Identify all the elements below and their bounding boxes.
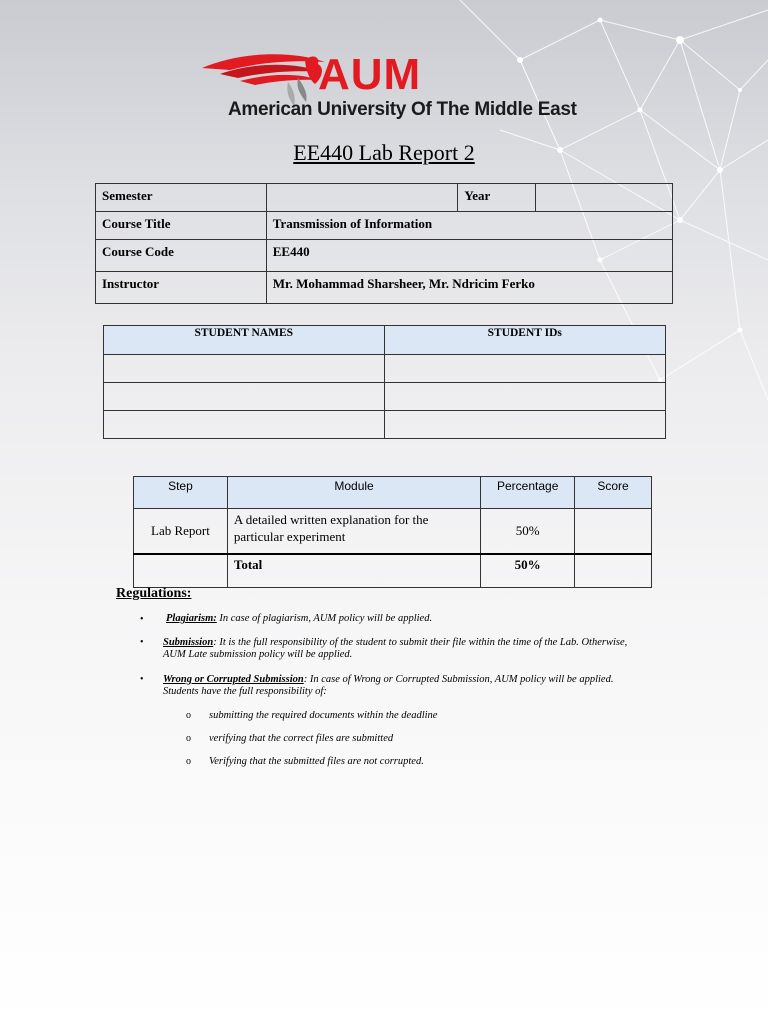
sub-bullet-icon: o bbox=[186, 710, 191, 721]
regulations-heading: Regulations: bbox=[116, 586, 192, 601]
student-id-cell[interactable] bbox=[384, 355, 666, 383]
step-header: Step bbox=[134, 477, 228, 509]
score-header: Score bbox=[575, 477, 652, 509]
student-names-header: STUDENT NAMES bbox=[104, 326, 385, 355]
bullet-icon: • bbox=[140, 637, 144, 648]
sub-regulation-item: submitting the required documents within the deadline bbox=[209, 710, 438, 721]
sub-bullet-icon: o bbox=[186, 733, 191, 744]
page-title: EE440 Lab Report 2 bbox=[293, 140, 475, 165]
step-cell: Lab Report bbox=[134, 509, 228, 554]
regulation-plagiarism bbox=[166, 613, 636, 625]
regulation-title: Submission bbox=[163, 637, 214, 648]
student-id-cell[interactable] bbox=[384, 383, 666, 411]
regulation-wrong-submission bbox=[163, 674, 633, 698]
student-id-cell[interactable] bbox=[384, 411, 666, 439]
module-cell: A detailed written explanation for the particular experiment bbox=[227, 509, 480, 554]
regulation-title: Wrong or Corrupted Submission bbox=[163, 674, 304, 685]
percentage-header: Percentage bbox=[481, 477, 575, 509]
year-label: Year bbox=[458, 184, 536, 212]
semester-label: Semester bbox=[96, 184, 267, 212]
course-info-table bbox=[95, 183, 673, 304]
regulation-title: Plagiarism: bbox=[166, 613, 217, 624]
regulation-submission bbox=[163, 637, 633, 661]
sub-regulation-item: verifying that the correct files are submitted bbox=[209, 733, 394, 744]
bullet-icon: • bbox=[140, 614, 144, 625]
grading-table bbox=[133, 476, 652, 588]
bullet-icon: • bbox=[140, 674, 144, 685]
instructor-value: Mr. Mohammad Sharsheer, Mr. Ndricim Ferko bbox=[266, 272, 672, 304]
university-name: American University Of The Middle East bbox=[228, 99, 577, 120]
regulation-text: : In case of Wrong or Corrupted Submission, AUM policy will be applied. Students have the full responsibility of: bbox=[163, 674, 614, 697]
total-percentage: 50% bbox=[481, 554, 575, 588]
semester-value[interactable] bbox=[266, 184, 458, 212]
table-row bbox=[134, 509, 652, 554]
regulation-text: : It is the full responsibility of the student to submit their file within the time of the Lab. Otherwise, AUM Late submission policy will be applied. bbox=[163, 637, 628, 660]
total-label: Total bbox=[227, 554, 480, 588]
table-row bbox=[104, 411, 666, 439]
student-name-cell[interactable] bbox=[104, 411, 385, 439]
student-name-cell[interactable] bbox=[104, 383, 385, 411]
table-row bbox=[104, 383, 666, 411]
total-row bbox=[134, 554, 652, 588]
student-table bbox=[103, 325, 666, 439]
total-empty-cell bbox=[134, 554, 228, 588]
percentage-cell: 50% bbox=[481, 509, 575, 554]
score-cell[interactable] bbox=[575, 509, 652, 554]
table-row bbox=[104, 355, 666, 383]
regulation-text: In case of plagiarism, AUM policy will be applied. bbox=[216, 613, 433, 624]
aum-wordmark: AUM bbox=[318, 50, 422, 99]
course-title-value: Transmission of Information bbox=[266, 212, 672, 240]
year-value[interactable] bbox=[536, 184, 673, 212]
total-score-cell[interactable] bbox=[575, 554, 652, 588]
sub-bullet-icon: o bbox=[186, 756, 191, 767]
module-header: Module bbox=[227, 477, 480, 509]
course-code-value: EE440 bbox=[266, 240, 672, 272]
student-name-cell[interactable] bbox=[104, 355, 385, 383]
student-ids-header: STUDENT IDs bbox=[384, 326, 666, 355]
instructor-label: Instructor bbox=[96, 272, 267, 304]
course-title-label: Course Title bbox=[96, 212, 267, 240]
sub-regulation-item: Verifying that the submitted files are not corrupted. bbox=[209, 756, 424, 767]
course-code-label: Course Code bbox=[96, 240, 267, 272]
